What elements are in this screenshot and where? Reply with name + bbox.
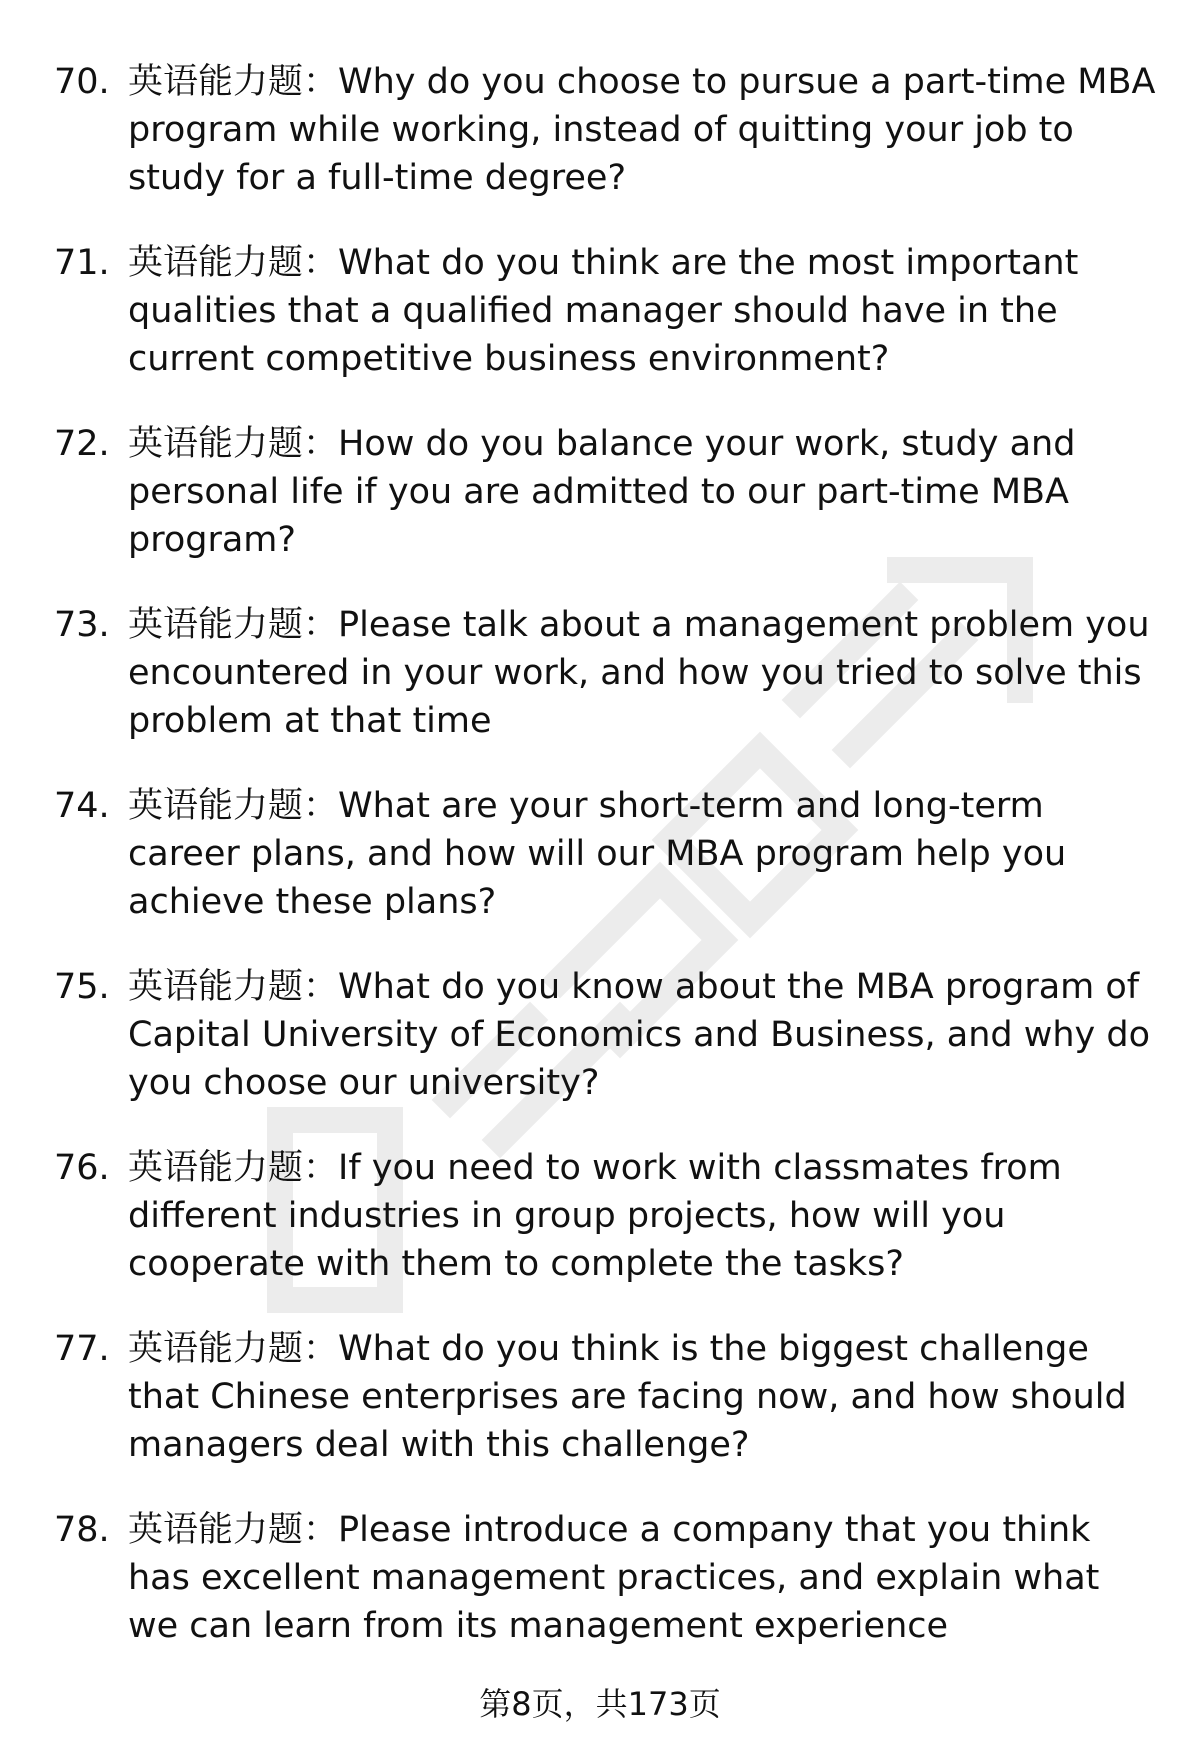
question-number: 78. (54, 1510, 110, 1550)
question-list (0, 58, 1200, 1687)
question-body (128, 239, 1158, 383)
question-category: 英语能力题： (128, 62, 339, 102)
question-number: 71. (54, 243, 110, 283)
question-item (0, 1144, 1200, 1325)
question-number: 74. (54, 786, 110, 826)
question-number: 77. (54, 1329, 110, 1369)
question-text: What do you think are the most important qualities that a qualified manager should have in the current competitive business environment? (128, 243, 1079, 379)
question-body (128, 1506, 1158, 1650)
question-category: 英语能力题： (128, 1510, 339, 1550)
question-body (128, 420, 1158, 564)
page-number-footer: 第8页，共173页 (479, 1685, 721, 1723)
question-number: 75. (54, 967, 110, 1007)
question-category: 英语能力题： (128, 1329, 339, 1369)
question-category: 英语能力题： (128, 605, 339, 645)
question-body (128, 601, 1158, 745)
question-text: If you need to work with classmates from different industries in group projects, how will you cooperate with them to complete the tasks? (128, 1148, 1062, 1284)
question-body (128, 963, 1158, 1107)
question-number: 76. (54, 1148, 110, 1188)
question-category: 英语能力题： (128, 243, 339, 283)
question-item (0, 239, 1200, 420)
question-text: How do you balance your work, study and personal life if you are admitted to our part-time MBA program? (128, 424, 1076, 560)
question-category: 英语能力题： (128, 424, 339, 464)
question-item (0, 1506, 1200, 1687)
question-body (128, 1144, 1158, 1288)
question-text: What do you think is the biggest challenge that Chinese enterprises are facing now, and how should managers deal with this challenge? (128, 1329, 1127, 1465)
question-item (0, 420, 1200, 601)
question-text: Please introduce a company that you think has excellent management practices, and explain what we can learn from its management experience (128, 1510, 1100, 1646)
question-number: 72. (54, 424, 110, 464)
question-body (128, 58, 1158, 202)
question-category: 英语能力题： (128, 1148, 339, 1188)
question-item (0, 963, 1200, 1144)
question-number: 73. (54, 605, 110, 645)
question-text: What are your short-term and long-term career plans, and how will our MBA program help you achieve these plans? (128, 786, 1067, 922)
question-text: Why do you choose to pursue a part-time MBA program while working, instead of quitting your job to study for a full-time degree? (128, 62, 1156, 198)
question-body (128, 782, 1158, 926)
question-item (0, 1325, 1200, 1506)
question-item (0, 601, 1200, 782)
question-category: 英语能力题： (128, 967, 339, 1007)
question-text: Please talk about a management problem you encountered in your work, and how you tried to solve this problem at that time (128, 605, 1150, 741)
question-body (128, 1325, 1158, 1469)
question-text: What do you know about the MBA program of Capital University of Economics and Business, and why do you choose our university? (128, 967, 1150, 1103)
question-item (0, 782, 1200, 963)
question-number: 70. (54, 62, 110, 102)
question-item (0, 58, 1200, 239)
question-category: 英语能力题： (128, 786, 339, 826)
